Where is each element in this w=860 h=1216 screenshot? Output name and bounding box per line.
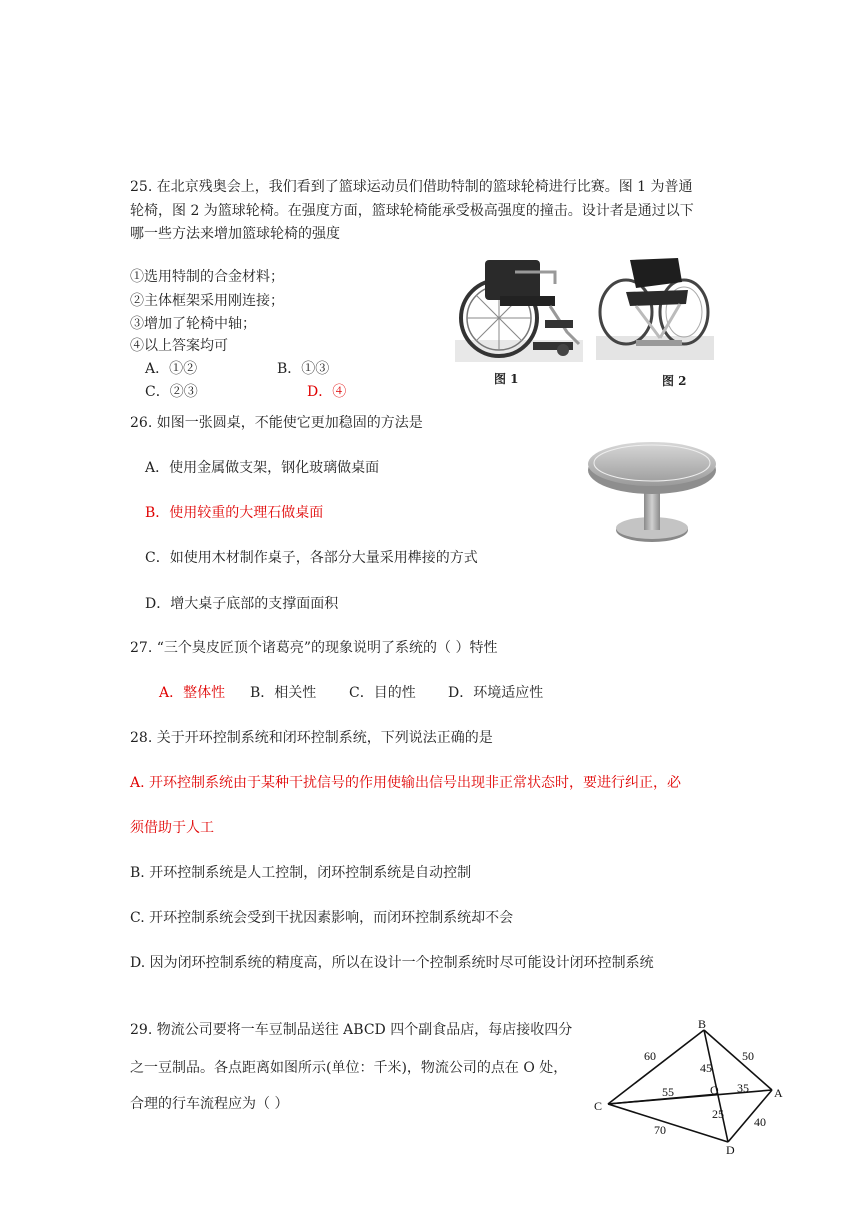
edge-label: 55 [662,1085,674,1099]
edge-label: 40 [754,1115,766,1129]
q29-line-3: 合理的行车流程应为（ ） [130,1096,289,1112]
node-o-label: O [710,1083,719,1097]
q29-line-2: 之一豆制品。各点距离如图所示(单位：千米)，物流公司的点在 O 处， [130,1060,568,1076]
node-d-label: D [726,1143,735,1154]
wheelchair-image [455,252,583,364]
figure-2-caption: 图 2 [662,374,687,388]
round-table-image [586,440,718,550]
q26-stem: 26. 如图一张圆桌，不能使它更加稳固的方法是 [130,415,423,431]
q28-stem: 28. 关于开环控制系统和闭环控制系统，下列说法正确的是 [130,730,493,746]
q26-option-d: D．增大桌子底部的支撑面面积 [145,596,339,612]
q25-option-b: B．①③ [277,361,330,377]
q25-option-d-answer: D．④ [307,384,347,400]
q28-option-d: D. 因为闭环控制系统的精度高，所以在设计一个控制系统时尽可能设计闭环控制系统 [130,955,654,971]
node-c-label: C [594,1099,603,1113]
q28-option-c: C. 开环控制系统会受到干扰因素影响，而闭环控制系统却不会 [130,910,514,926]
q26-option-a: A．使用金属做支架，钢化玻璃做桌面 [145,460,380,476]
q28-option-a-answer-line-2: 须借助于人工 [130,820,214,836]
node-a-label: A [774,1086,783,1100]
q26-option-c: C．如使用木材制作桌子，各部分大量采用榫接的方式 [145,550,478,566]
q27-stem: 27. “三个臭皮匠顶个诸葛亮”的现象说明了系统的（ ）特性 [130,640,498,656]
q25-line-3: 哪一些方法来增加篮球轮椅的强度 [130,226,340,242]
q25-item-1: ①选用特制的合金材料； [130,269,284,285]
q25-line-2: 轮椅，图 2 为篮球轮椅。在强度方面，篮球轮椅能承受极高强度的撞击。设计者是通过以下 [130,203,694,219]
q27-option-b: B．相关性 [250,685,317,701]
q25-option-a: A．①② [145,361,198,377]
q25-item-4: ④以上答案均可 [130,338,228,354]
q27-option-a-answer: A．整体性 [159,685,226,701]
q27-option-c: C．目的性 [349,685,416,701]
q25-option-c: C．②③ [145,384,198,400]
edge-label: 60 [644,1049,656,1063]
edge-label: 45 [700,1061,712,1075]
route-distance-diagram [592,1020,792,1154]
q26-option-b-answer: B．使用较重的大理石做桌面 [145,505,324,521]
q28-option-b: B. 开环控制系统是人工控制，闭环控制系统是自动控制 [130,865,472,881]
q27-option-d: D．环境适应性 [448,685,544,701]
edge-label: 35 [737,1081,749,1095]
q25-item-2: ②主体框架采用刚连接； [130,293,284,309]
q29-line-1: 29. 物流公司要将一车豆制品送往 ABCD 四个副食品店，每店接收四分 [130,1022,573,1038]
node-b-label: B [698,1020,707,1031]
figure-1-caption: 图 1 [494,372,519,386]
q25-line-1: 25. 在北京残奥会上，我们看到了篮球运动员们借助特制的篮球轮椅进行比赛。图 1 为普通 [130,179,693,195]
q25-item-3: ③增加了轮椅中轴； [130,316,256,332]
edge-label: 70 [654,1123,666,1137]
edge-label: 50 [742,1049,754,1063]
edge-label: 25 [712,1107,724,1121]
q28-option-a-answer-line-1: A. 开环控制系统由于某种干扰信号的作用使输出信号出现非正常状态时，要进行纠正，必 [130,775,682,791]
basketball-wheelchair-image [596,252,714,362]
